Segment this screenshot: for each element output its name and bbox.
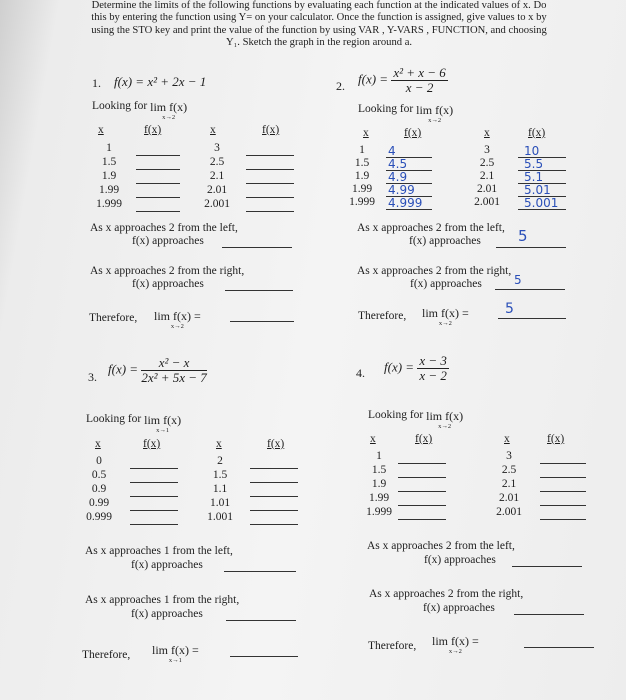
p1-right-statement-1: As x approaches 2 from the right, [90,265,245,277]
left-fx-blank[interactable] [130,510,178,511]
right-x-value: 3 [506,450,512,462]
p1-left-statement-1: As x approaches 2 from the left, [90,222,238,234]
p4-right-answer-blank[interactable] [514,614,584,615]
instructions-paragraph: Determine the limits of the following functions by evaluating each function at the indicated values of x. Do this by entering the function using Y= on your calculator. Once the function is assigned, give values to x by using the STO key and print the value of the function by using VAR , Y-VARS , FUNCTION, and choosing Y₁. Sketch the graph in the region around a. [91,0,547,49]
numerator: x² + x − 6 [393,65,446,80]
right-fx-blank[interactable] [540,491,586,492]
left-fx-blank[interactable] [398,505,446,506]
p2-final-answer-blank[interactable] [498,318,566,319]
right-fx-blank[interactable] [250,496,298,497]
left-fx-value: 4.999 [388,196,423,210]
p2-left-statement-2: f(x) approaches [409,235,481,247]
p1-left-answer-blank[interactable] [222,247,292,248]
problem-4-looking-for [368,409,463,430]
left-x-value: 1.999 [366,506,392,518]
problem-3-function [108,356,207,385]
table-4-right-head-f: f(x) [547,433,565,445]
problem-2-function [358,66,448,95]
left-fx-blank[interactable] [130,482,178,483]
limit-text: lim f(x) [150,100,188,114]
problem-1-looking-for [92,100,187,121]
denominator: x − 2 [405,80,434,95]
p4-final-answer-blank[interactable] [524,647,594,648]
looking-for-label: Looking for [86,413,142,425]
left-fx-value: 4.5 [388,157,408,171]
looking-for-label: Looking for [358,103,414,115]
right-x-value: 2.001 [204,198,230,210]
p3-final-answer-blank[interactable] [230,656,298,657]
left-x-value: 1 [359,144,365,156]
limit-expression [416,103,453,124]
limit-sub: x→2 [162,114,176,121]
p4-left-statement-1: As x approaches 2 from the left, [367,540,515,552]
right-fx-blank[interactable] [540,463,586,464]
right-fx-blank[interactable] [246,211,294,212]
limit-expression [426,409,463,430]
p2-right-answer: 5 [514,273,522,287]
left-x-value: 1.9 [354,170,370,182]
function-lhs: f(x) = [384,359,418,375]
right-fx-blank[interactable] [246,183,294,184]
table-3-right-head-f: f(x) [267,438,285,450]
right-fx-blank[interactable] [250,482,298,483]
right-x-value: 2.001 [496,506,522,518]
fraction [417,354,449,383]
right-x-value: 2.01 [206,184,228,196]
p2-left-statement-1: As x approaches 2 from the left, [357,222,505,234]
left-fx-blank[interactable] [130,496,178,497]
left-fx-value: 4.99 [388,183,415,197]
problem-4-function [384,354,449,383]
left-fx-blank[interactable] [136,169,180,170]
right-x-value: 2.01 [476,183,498,195]
denominator: 2x² + 5x − 7 [141,370,207,385]
limit-text: lim f(x) [144,413,182,427]
right-fx-blank[interactable] [250,524,298,525]
problem-4-number: 4. [356,366,365,380]
p3-left-statement-2: f(x) approaches [131,559,203,571]
table-4-left-head-x: x [370,433,376,445]
p2-right-statement-1: As x approaches 2 from the right, [357,265,512,277]
problem-1-number: 1. [92,76,101,90]
table-2-left-head-x: x [363,127,369,139]
right-x-value: 1.1 [212,483,228,495]
right-x-value: 2.01 [498,492,520,504]
left-x-value: 1.99 [98,184,120,196]
right-x-value: 2.1 [501,478,517,490]
left-fx-blank[interactable] [398,463,446,464]
table-2-right-head-x: x [484,127,490,139]
table-2-left-head-f: f(x) [404,127,422,139]
left-fx-blank[interactable] [398,477,446,478]
p3-right-statement-1: As x approaches 1 from the right, [85,594,240,606]
right-fx-value: 5.01 [524,183,551,197]
therefore-limit-sub: x→2 [170,323,184,330]
p3-left-answer-blank[interactable] [224,571,296,572]
right-fx-value: 5.1 [524,170,544,184]
p1-therefore: Therefore, [89,312,138,324]
function-rhs: x² + 2x − 1 [147,74,207,89]
table-3-right-head-x: x [216,438,222,450]
table-3-left-head-f: f(x) [143,438,161,450]
limit-sub: x→2 [438,423,452,430]
limit-text: lim f(x) [426,409,464,423]
p2-right-answer-blank[interactable] [495,289,565,290]
therefore-limit-text: lim f(x) = [432,634,479,648]
p4-right-statement-1: As x approaches 2 from the right, [369,588,524,600]
left-x-value: 1 [376,450,382,462]
right-x-value: 2 [217,455,223,467]
limit-sub: x→2 [428,117,442,124]
problem-1-function [114,74,206,90]
p3-therefore-limit [152,643,199,664]
fraction [141,356,206,385]
problem-2-number: 2. [336,79,345,93]
right-x-value: 3 [214,142,220,154]
p1-left-statement-2: f(x) approaches [132,235,204,247]
p4-right-statement-2: f(x) approaches [423,602,495,614]
fraction [391,66,447,95]
function-lhs: f(x) = [358,71,392,87]
p2-therefore-limit [422,306,469,327]
p3-right-answer-blank[interactable] [226,620,296,621]
left-x-value: 1.999 [349,196,375,208]
limit-sub: x→1 [156,427,170,434]
limit-expression [144,413,181,434]
problem-3-looking-for [86,413,181,434]
p4-left-statement-2: f(x) approaches [424,554,496,566]
table-4-left-head-f: f(x) [415,433,433,445]
left-fx-value: 4.9 [388,170,408,184]
left-fx-blank[interactable] [136,183,180,184]
right-x-value: 2.1 [209,170,225,182]
p2-therefore: Therefore, [358,310,407,322]
left-x-value: 1.5 [371,464,387,476]
p3-left-statement-1: As x approaches 1 from the left, [85,545,233,557]
left-fx-blank[interactable] [130,524,178,525]
p1-right-statement-2: f(x) approaches [132,278,204,290]
denominator: x − 2 [419,368,447,383]
left-x-value: 1.5 [354,157,370,169]
left-fx-blank[interactable] [136,155,180,156]
p3-therefore: Therefore, [82,649,131,661]
looking-for-label: Looking for [368,409,424,421]
numerator: x − 3 [419,353,447,368]
left-fx-blank[interactable] [136,211,180,212]
right-x-value: 1.01 [209,497,231,509]
therefore-limit-text: lim f(x) = [152,643,199,657]
left-x-value: 1.9 [371,478,387,490]
right-fx-blank[interactable] [540,505,586,506]
p1-final-answer-blank[interactable] [230,321,294,322]
right-fx-blank[interactable] [246,155,294,156]
left-x-value: 1 [106,142,112,154]
numerator: x² − x [141,356,206,371]
table-1-right-head-f: f(x) [262,124,280,136]
right-fx-blank[interactable] [250,510,298,511]
limit-expression [150,100,187,121]
left-x-value: 1.5 [101,156,117,168]
right-x-value: 2.5 [479,157,495,169]
left-fx-blank[interactable] [398,519,446,520]
right-fx-blank[interactable] [246,169,294,170]
p2-final-answer: 5 [505,301,514,317]
p4-therefore-limit [432,634,479,655]
function-lhs: f(x) = [108,361,142,377]
right-fx-value: 5.5 [524,157,544,171]
right-fx-value: 5.001 [524,196,559,210]
right-x-value: 3 [484,144,490,156]
left-x-value: 0 [96,455,102,467]
therefore-limit-sub: x→1 [168,657,182,664]
p2-left-answer-blank[interactable] [496,247,566,248]
right-fx-value: 10 [524,144,540,158]
table-1-left-head-f: f(x) [144,124,162,136]
right-x-value: 1.5 [212,469,228,481]
right-x-value: 2.5 [501,464,517,476]
table-4-right-head-x: x [504,433,510,445]
table-1-left-head-x: x [98,124,104,136]
left-x-value: 1.99 [351,183,373,195]
p3-right-statement-2: f(x) approaches [131,608,203,620]
p1-right-answer-blank[interactable] [225,290,293,291]
therefore-limit-sub: x→2 [448,648,462,655]
left-x-value: 0.999 [86,511,112,523]
therefore-limit-text: lim f(x) = [422,306,469,320]
p1-therefore-limit [154,309,201,330]
left-x-value: 1.999 [96,198,122,210]
limit-text: lim f(x) [416,103,454,117]
problem-3-number: 3. [88,370,97,384]
left-fx-blank[interactable] [136,197,180,198]
left-x-value: 1.9 [101,170,117,182]
p4-left-answer-blank[interactable] [512,566,582,567]
right-fx-blank[interactable] [250,468,298,469]
right-x-value: 2.001 [474,196,500,208]
p2-right-statement-2: f(x) approaches [410,278,482,290]
therefore-limit-sub: x→2 [438,320,452,327]
right-x-value: 1.001 [207,511,233,523]
left-fx-value: 4 [388,144,396,158]
right-fx-blank[interactable] [246,197,294,198]
therefore-limit-text: lim f(x) = [154,309,201,323]
left-fx-blank[interactable] [398,491,446,492]
right-x-value: 2.1 [479,170,495,182]
p2-left-answer: 5 [518,227,528,245]
right-fx-blank[interactable] [540,477,586,478]
left-x-value: 1.99 [368,492,390,504]
table-1-right-head-x: x [210,124,216,136]
left-x-value: 0.9 [91,483,107,495]
table-2-right-head-f: f(x) [528,127,546,139]
left-fx-blank[interactable] [130,468,178,469]
problem-2-looking-for [358,103,453,124]
function-lhs: f(x) = [114,74,148,89]
right-fx-blank[interactable] [540,519,586,520]
left-x-value: 0.5 [91,469,107,481]
looking-for-label: Looking for [92,100,148,112]
left-x-value: 0.99 [88,497,110,509]
right-x-value: 2.5 [209,156,225,168]
table-3-left-head-x: x [95,438,101,450]
p4-therefore: Therefore, [368,640,417,652]
